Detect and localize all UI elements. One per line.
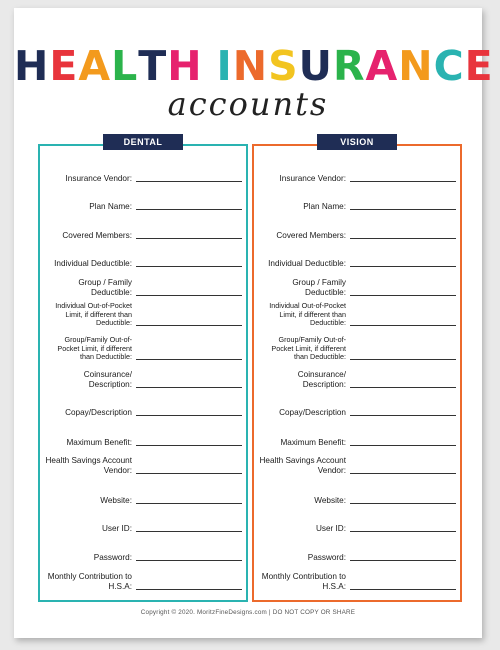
dental-field-label: Covered Members:	[62, 231, 132, 240]
dental-fill-in-line[interactable]	[136, 266, 242, 267]
vision-field-row	[254, 446, 460, 476]
dental-fill-in-line[interactable]	[136, 415, 242, 416]
dental-fill-in-line[interactable]	[136, 589, 242, 590]
dental-field-row	[40, 154, 246, 184]
vision-panel	[252, 137, 462, 602]
dental-field-row	[40, 211, 246, 241]
vision-field-label: User ID:	[315, 524, 346, 533]
dental-field-row	[40, 418, 246, 448]
vision-field-label: Group / Family Deductible:	[292, 278, 346, 297]
vision-field-label: Maximum Benefit:	[280, 438, 346, 447]
title-letter: N	[232, 42, 269, 90]
dental-field-label: Group/Family Out-of-Pocket Limit, if different than Deductible:	[57, 335, 132, 362]
dental-field-row	[40, 504, 246, 534]
dental-field-label: Plan Name:	[89, 202, 132, 211]
title-letter: S	[268, 42, 299, 90]
vision-field-row	[254, 154, 460, 184]
vision-field-row	[254, 239, 460, 269]
vision-field-row	[254, 268, 460, 298]
vision-field-row	[254, 476, 460, 506]
dental-panel-title: DENTAL	[103, 134, 183, 150]
title-letter: U	[298, 42, 333, 90]
vision-fill-in-line[interactable]	[350, 531, 456, 532]
dental-field-row	[40, 476, 246, 506]
vision-field-label: Insurance Vendor:	[279, 174, 346, 183]
title-letter: I	[216, 42, 233, 90]
vision-fill-in-line[interactable]	[350, 209, 456, 210]
vision-fill-in-line[interactable]	[350, 560, 456, 561]
dental-field-row	[40, 562, 246, 592]
dental-field-label: Copay/Description	[65, 408, 132, 417]
title-letter: A	[365, 42, 399, 90]
vision-fill-in-line[interactable]	[350, 473, 456, 474]
dental-field-label: Individual Out-of-Pocket Limit, if different than Deductible:	[55, 301, 132, 328]
dental-field-label: Password:	[93, 553, 132, 562]
vision-field-label: Coinsurance/ Description:	[297, 370, 346, 389]
vision-panel-title: VISION	[317, 134, 397, 150]
dental-field-label: User ID:	[101, 524, 132, 533]
dental-field-row	[40, 360, 246, 390]
vision-field-label: Password:	[307, 553, 346, 562]
title-letter: N	[398, 42, 434, 90]
vision-field-row	[254, 562, 460, 592]
vision-field-label: Group/Family Out-of-Pocket Limit, if different than Deductible:	[271, 335, 346, 362]
dental-field-label: Health Savings Account Vendor:	[45, 456, 132, 475]
dental-fill-in-line[interactable]	[136, 560, 242, 561]
title-letter: T	[138, 42, 168, 90]
vision-fill-in-line[interactable]	[350, 325, 456, 326]
vision-field-row	[254, 332, 460, 362]
worksheet-page	[14, 8, 494, 638]
dental-field-row	[40, 332, 246, 362]
dental-fill-in-line[interactable]	[136, 325, 242, 326]
title-letter: H	[167, 42, 203, 90]
vision-field-row	[254, 533, 460, 563]
page-subtitle: accounts	[167, 85, 329, 123]
vision-field-row	[254, 298, 460, 328]
dental-field-row	[40, 298, 246, 328]
title-letter: E	[49, 42, 79, 90]
title-letter: R	[332, 42, 366, 90]
vision-field-row	[254, 418, 460, 448]
page-title	[14, 42, 494, 90]
title-letter: L	[111, 42, 139, 90]
dental-field-row	[40, 182, 246, 212]
vision-field-row	[254, 504, 460, 534]
vision-field-label: Plan Name:	[303, 202, 346, 211]
dental-field-row	[40, 239, 246, 269]
title-letter: H	[14, 42, 50, 90]
copyright-footer: Copyright © 2020. MoritzFineDesigns.com | DO NOT COPY OR SHARE	[140, 609, 356, 616]
dental-field-row	[40, 388, 246, 418]
vision-field-row	[254, 360, 460, 390]
title-letter: A	[78, 42, 112, 90]
vision-field-label: Health Savings Account Vendor:	[259, 456, 346, 475]
dental-field-row	[40, 446, 246, 476]
title-letter: E	[464, 42, 494, 90]
dental-field-row	[40, 533, 246, 563]
dental-fill-in-line[interactable]	[136, 473, 242, 474]
vision-field-row	[254, 388, 460, 418]
dental-field-label: Insurance Vendor:	[65, 174, 132, 183]
vision-field-label: Covered Members:	[276, 231, 346, 240]
dental-field-label: Group / Family Deductible:	[78, 278, 132, 297]
vision-fill-in-line[interactable]	[350, 415, 456, 416]
vision-fill-in-line[interactable]	[350, 266, 456, 267]
vision-fill-in-line[interactable]	[350, 589, 456, 590]
vision-field-label: Individual Out-of-Pocket Limit, if different than Deductible:	[269, 301, 346, 328]
dental-fill-in-line[interactable]	[136, 209, 242, 210]
vision-field-label: Individual Deductible:	[268, 259, 346, 268]
dental-field-label: Maximum Benefit:	[66, 438, 132, 447]
vision-fill-in-line[interactable]	[350, 295, 456, 296]
dental-fill-in-line[interactable]	[136, 531, 242, 532]
dental-field-label: Monthly Contribution to H.S.A:	[47, 572, 132, 591]
vision-field-row	[254, 182, 460, 212]
dental-field-row	[40, 268, 246, 298]
dental-fill-in-line[interactable]	[136, 295, 242, 296]
vision-field-label: Copay/Description	[279, 408, 346, 417]
vision-field-label: Website:	[314, 496, 346, 505]
dental-field-label: Coinsurance/ Description:	[83, 370, 132, 389]
vision-field-label: Monthly Contribution to H.S.A:	[261, 572, 346, 591]
dental-panel	[38, 137, 248, 602]
dental-field-label: Individual Deductible:	[54, 259, 132, 268]
vision-field-row	[254, 211, 460, 241]
title-letter: C	[433, 42, 465, 90]
dental-field-label: Website:	[100, 496, 132, 505]
